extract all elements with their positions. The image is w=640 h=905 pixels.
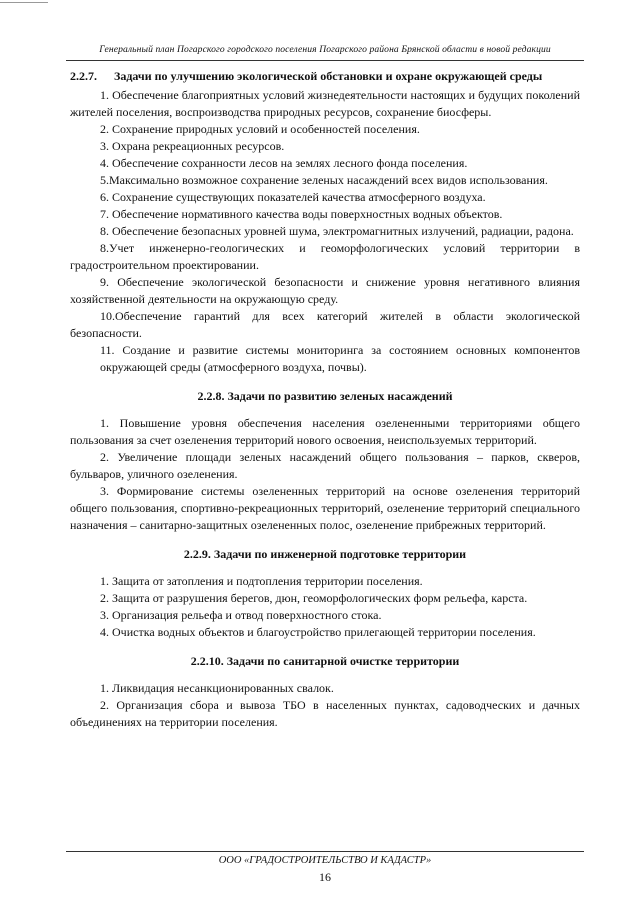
paragraph: 1. Ликвидация несанкционированных свалок. — [100, 681, 334, 695]
section-heading-2-2-10: 2.2.10. Задачи по санитарной очистке территории — [190, 654, 460, 668]
paragraph: 9. Обеспечение экологической безопасности и снижение уровня негативного влияния хозяйственной деятельности на окружающую среду. — [70, 275, 580, 306]
paragraph: 2. Увеличение площади зеленых насаждений общего пользования – парков, скверов, бульваров, уличного озеленения. — [70, 450, 580, 481]
page-number: 16 — [319, 870, 331, 884]
scan-edge-mark — [0, 2, 48, 3]
paragraph: 4. Обеспечение сохранности лесов на землях лесного фонда поселения. — [100, 156, 468, 170]
header-rule — [66, 60, 584, 61]
paragraph: 2. Сохранение природных условий и особенностей поселения. — [100, 122, 420, 136]
section-heading-2-2-8: 2.2.8. Задачи по развитию зеленых насаждений — [197, 389, 453, 403]
paragraph: 10.Обеспечение гарантий для всех категорий жителей в области экологической безопасности. — [70, 309, 580, 340]
paragraph: 3. Организация рельефа и отвод поверхностного стока. — [100, 608, 382, 622]
paragraph: 7. Обеспечение нормативного качества воды поверхностных водных объектов. — [100, 207, 503, 221]
paragraph: 11. Создание и развитие системы мониторинга за состоянием основных компонентов окружающей среды (атмосферного воздуха, почвы). — [100, 343, 580, 374]
paragraph: 3. Охрана рекреационных ресурсов. — [100, 139, 285, 153]
paragraph: 6. Сохранение существующих показателей качества атмосферного воздуха. — [100, 190, 486, 204]
paragraph: 8. Обеспечение безопасных уровней шума, электромагнитных излучений, радиации, радона. — [100, 224, 574, 238]
footer-rule — [66, 851, 584, 852]
running-header: Генеральный план Погарского городского поселения Погарского района Брянской области в новой редакции — [99, 44, 551, 55]
paragraph: 5.Максимально возможное сохранение зеленых насаждений всех видов использования. — [100, 173, 548, 187]
section-title: Задачи по улучшению экологической обстановки и охране окружающей среды — [114, 69, 543, 83]
paragraph: 4. Очистка водных объектов и благоустройство прилегающей территории поселения. — [100, 625, 536, 639]
paragraph: 3. Формирование системы озелененных территорий на основе озеленения территорий общего пользования, спортивно-рекреационных территорий, озеленение территорий специального назначения – санитарно-защитных озелененных полос, озеленение прибрежных территорий. — [70, 484, 580, 532]
paragraph: 1. Защита от затопления и подтопления территории поселения. — [100, 574, 423, 588]
company-footer: ООО «ГРАДОСТРОИТЕЛЬСТВО И КАДАСТР» — [218, 855, 432, 866]
paragraph: 1. Обеспечение благоприятных условий жизнедеятельности настоящих и будущих поколений жителей поселения, воспроизводства природных ресурсов, сохранение биосферы. — [70, 88, 580, 119]
paragraph: 2. Защита от разрушения берегов, дюн, геоморфологических форм рельефа, карста. — [100, 591, 528, 605]
paragraph: 1. Повышение уровня обеспечения населения озелененными территориями общего пользования за счет озеленения территорий нового освоения, неиспользуемых территорий. — [70, 416, 580, 447]
paragraph: 8.Учет инженерно-геологических и геоморфологических условий территории в градостроительном проектировании. — [70, 241, 580, 272]
page-body — [70, 68, 580, 731]
section-number: 2.2.7. — [70, 69, 97, 83]
section-heading-2-2-7 — [70, 68, 580, 85]
paragraph: 2. Организация сбора и вывоза ТБО в населенных пунктах, садоводческих и дачных объединениях на территории поселения. — [70, 698, 580, 729]
section-heading-2-2-9: 2.2.9. Задачи по инженерной подготовке территории — [183, 547, 467, 561]
